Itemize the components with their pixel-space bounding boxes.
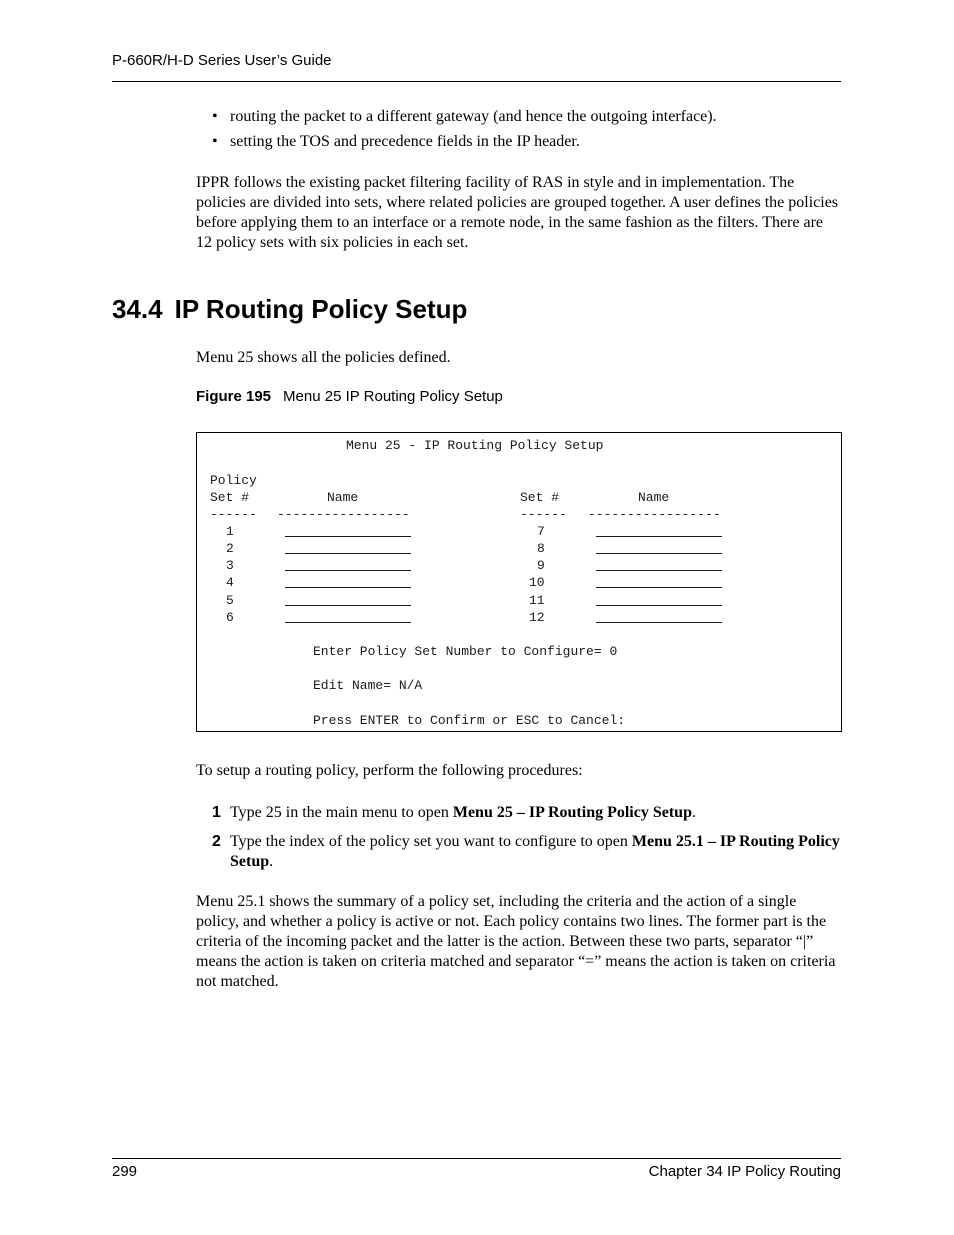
name-header-right: Name xyxy=(638,490,670,505)
step-text: Type 25 in the main menu to open xyxy=(230,804,453,821)
name-header-left: Name xyxy=(327,490,359,505)
section-number: 34.4 xyxy=(112,294,163,324)
policy-set-number: 8 xyxy=(537,541,545,556)
policy-set-number: 12 xyxy=(529,610,545,625)
policy-set-number: 2 xyxy=(226,541,234,556)
step-item xyxy=(212,803,842,823)
policy-name-field[interactable] xyxy=(285,569,411,571)
step-text-end: . xyxy=(691,804,696,821)
policy-set-number: 11 xyxy=(529,593,545,608)
policy-name-field[interactable] xyxy=(285,586,411,588)
policy-set-number: 5 xyxy=(226,593,234,608)
procedure-intro: To setup a routing policy, perform the following procedures: xyxy=(196,762,583,779)
policy-name-field[interactable] xyxy=(596,621,722,623)
policy-set-prompt[interactable]: Enter Policy Set Number to Configure= 0 xyxy=(313,644,618,659)
policy-name-field[interactable] xyxy=(285,535,411,537)
policy-set-number: 3 xyxy=(226,558,234,573)
procedure-steps xyxy=(212,803,842,881)
confirm-prompt: Press ENTER to Confirm or ESC to Cancel: xyxy=(313,713,626,728)
edit-name-prompt[interactable]: Edit Name= N/A xyxy=(313,678,423,693)
policy-name-field[interactable] xyxy=(596,569,722,571)
bullet-icon: • xyxy=(212,108,218,125)
step-number: 2 xyxy=(212,833,221,850)
policy-name-field[interactable] xyxy=(596,586,722,588)
figure-label: Figure 195 xyxy=(196,388,272,405)
step-menu-name: Menu 25.1 – IP Routing Policy Setup xyxy=(230,833,840,870)
policy-set-number: 9 xyxy=(537,558,545,573)
section-lead: Menu 25 shows all the policies defined. xyxy=(196,349,451,366)
step-text: Type the index of the policy set you want to configure to open xyxy=(230,833,632,850)
step-menu-name: Menu 25 – IP Routing Policy Setup xyxy=(452,804,692,821)
policy-set-number: 6 xyxy=(226,610,234,625)
divider-set-right: ------ xyxy=(520,507,567,522)
policy-set-number: 4 xyxy=(226,575,234,590)
page-header xyxy=(112,50,841,82)
figure-caption-text: Menu 25 IP Routing Policy Setup xyxy=(283,388,503,405)
step-number: 1 xyxy=(212,804,221,821)
bullet-icon: • xyxy=(212,133,218,150)
chapter-title: Chapter 34 IP Policy Routing xyxy=(648,1163,841,1180)
policy-name-field[interactable] xyxy=(285,604,411,606)
figure-caption xyxy=(196,388,503,405)
menu-screen xyxy=(196,432,842,732)
intro-bullet-list xyxy=(212,107,832,157)
guide-title: P-660R/H-D Series User’s Guide xyxy=(112,52,332,69)
set-number-header-right: Set # xyxy=(520,490,560,505)
bullet-text: routing the packet to a different gateway (and hence the outgoing interface). xyxy=(230,108,717,125)
policy-name-field[interactable] xyxy=(596,552,722,554)
section-heading xyxy=(112,293,467,325)
page-footer xyxy=(112,1158,841,1189)
section-title: IP Routing Policy Setup xyxy=(174,294,468,324)
intro-paragraph: IPPR follows the existing packet filtering facility of RAS in style and in implementation. The policies are divided into sets, where related policies are grouped together. A user defines the policies before applying them to an interface or a remote node, in the same fashion as the filters. There are 12 policy sets with six policies in each set. xyxy=(196,174,839,251)
menu-title: Menu 25 - IP Routing Policy Setup xyxy=(346,438,604,453)
policy-set-number: 10 xyxy=(529,575,545,590)
policy-set-number: 1 xyxy=(226,524,234,539)
step-item xyxy=(212,832,842,872)
bullet-item xyxy=(212,107,832,127)
policy-column-header: Policy xyxy=(210,473,257,488)
divider-name-right: ----------------- xyxy=(588,507,721,522)
step-text-end: . xyxy=(269,853,274,870)
bullet-text: setting the TOS and precedence fields in the IP header. xyxy=(230,133,580,150)
policy-name-field[interactable] xyxy=(285,552,411,554)
policy-name-field[interactable] xyxy=(596,535,722,537)
divider-set-left: ------ xyxy=(210,507,257,522)
policy-set-number: 7 xyxy=(537,524,545,539)
set-number-header-left: Set # xyxy=(210,490,250,505)
divider-name-left: ----------------- xyxy=(277,507,410,522)
policy-name-field[interactable] xyxy=(285,621,411,623)
policy-name-field[interactable] xyxy=(596,604,722,606)
page-number: 299 xyxy=(112,1163,138,1180)
bullet-item xyxy=(212,132,832,152)
closing-paragraph: Menu 25.1 shows the summary of a policy set, including the criteria and the action of a single policy, and whether a policy is active or not. Each policy contains two lines. The former part is the criteria of the incoming packet and the latter is the action. Between these two parts, separator “|” means the action is taken on criteria matched and separator “=” means the action is taken on criteria not matched. xyxy=(196,893,836,990)
